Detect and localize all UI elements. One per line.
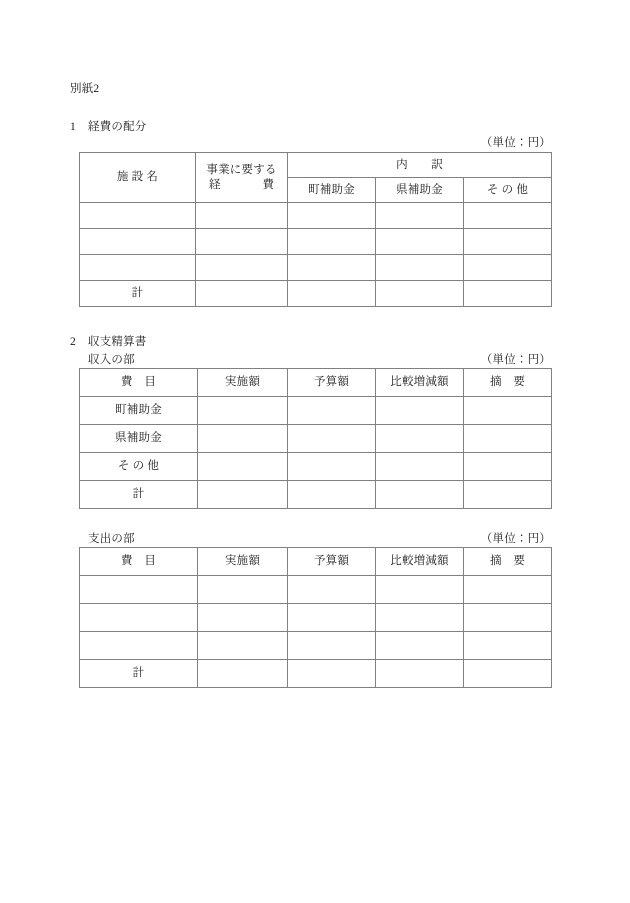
row-cell[interactable] <box>464 453 552 481</box>
table-row <box>80 397 552 425</box>
row-cell[interactable] <box>288 397 376 425</box>
row-cell[interactable] <box>464 632 552 660</box>
row-cell[interactable] <box>198 576 288 604</box>
row-cell[interactable] <box>288 425 376 453</box>
section-1-unit-note: （単位：円） <box>480 137 551 149</box>
row-cell[interactable] <box>288 453 376 481</box>
row-label: 町補助金 <box>80 397 198 425</box>
table-header-row-top <box>80 153 552 178</box>
row-cell[interactable] <box>464 397 552 425</box>
table-total-row <box>80 281 552 307</box>
row-cell[interactable] <box>198 397 288 425</box>
table-row <box>80 576 552 604</box>
row-cell[interactable] <box>464 255 552 281</box>
subsection-expense-unit-note: （単位：円） <box>480 533 551 545</box>
row-cell[interactable] <box>464 660 552 688</box>
row-cell[interactable] <box>198 425 288 453</box>
row-cell[interactable] <box>198 453 288 481</box>
row-cell[interactable] <box>288 660 376 688</box>
header-budget-amount: 予算額 <box>288 548 376 576</box>
table-row <box>80 425 552 453</box>
header-project-cost-line2-b: 費 <box>262 178 274 191</box>
header-town-subsidy: 町補助金 <box>288 178 376 203</box>
row-cell[interactable] <box>376 453 464 481</box>
row-label[interactable] <box>80 604 198 632</box>
section-2-heading <box>70 333 147 349</box>
header-project-cost-line2-a: 経 <box>209 178 221 191</box>
row-cell[interactable] <box>376 281 464 307</box>
row-label-total: 計 <box>80 281 196 307</box>
header-budget-amount: 予算額 <box>288 369 376 397</box>
section-2-number: 2 <box>70 336 76 348</box>
document-id-label: 別紙2 <box>70 83 100 95</box>
table-row <box>80 453 552 481</box>
row-cell[interactable] <box>376 660 464 688</box>
row-cell[interactable] <box>288 632 376 660</box>
section-1-heading <box>70 118 147 134</box>
row-cell[interactable] <box>288 604 376 632</box>
row-cell[interactable] <box>196 229 288 255</box>
row-cell[interactable] <box>464 229 552 255</box>
section-1-number: 1 <box>70 121 76 133</box>
row-cell[interactable] <box>288 481 376 509</box>
row-cell[interactable] <box>288 576 376 604</box>
table-row <box>80 229 552 255</box>
row-cell[interactable] <box>376 255 464 281</box>
row-label[interactable] <box>80 203 196 229</box>
table-header-row <box>80 548 552 576</box>
expense-table <box>79 547 552 688</box>
row-label[interactable] <box>80 229 196 255</box>
row-label-total: 計 <box>80 660 198 688</box>
header-item: 費 目 <box>80 548 198 576</box>
row-cell[interactable] <box>198 660 288 688</box>
row-cell[interactable] <box>376 576 464 604</box>
section-2-title: 収支精算書 <box>88 336 147 348</box>
row-cell[interactable] <box>288 255 376 281</box>
header-other: そ の 他 <box>464 178 552 203</box>
row-cell[interactable] <box>376 481 464 509</box>
row-cell[interactable] <box>196 203 288 229</box>
header-variance-amount: 比較増減額 <box>376 548 464 576</box>
row-cell[interactable] <box>464 203 552 229</box>
row-label: 県補助金 <box>80 425 198 453</box>
header-breakdown: 内 訳 <box>288 153 552 178</box>
header-project-cost <box>196 153 288 203</box>
table-row <box>80 203 552 229</box>
header-prefecture-subsidy: 県補助金 <box>376 178 464 203</box>
row-label[interactable] <box>80 576 198 604</box>
table-total-row <box>80 660 552 688</box>
row-cell[interactable] <box>464 281 552 307</box>
row-cell[interactable] <box>288 203 376 229</box>
table-row <box>80 604 552 632</box>
subsection-income-heading: 収入の部 <box>88 354 135 366</box>
row-cell[interactable] <box>196 255 288 281</box>
row-label[interactable] <box>80 632 198 660</box>
row-label: そ の 他 <box>80 453 198 481</box>
header-remarks: 摘 要 <box>464 548 552 576</box>
row-cell[interactable] <box>288 281 376 307</box>
table-header-row <box>80 369 552 397</box>
table-row <box>80 255 552 281</box>
header-project-cost-line1: 事業に要する <box>206 164 277 177</box>
row-label[interactable] <box>80 255 196 281</box>
section-1-title: 経費の配分 <box>88 121 147 133</box>
table-total-row <box>80 481 552 509</box>
cost-allocation-table <box>79 152 552 307</box>
header-remarks: 摘 要 <box>464 369 552 397</box>
table-row <box>80 632 552 660</box>
row-cell[interactable] <box>376 397 464 425</box>
row-cell[interactable] <box>464 425 552 453</box>
header-variance-amount: 比較増減額 <box>376 369 464 397</box>
row-cell[interactable] <box>196 281 288 307</box>
row-label-total: 計 <box>80 481 198 509</box>
subsection-expense-heading: 支出の部 <box>88 533 135 545</box>
row-cell[interactable] <box>464 576 552 604</box>
subsection-income-unit-note: （単位：円） <box>480 354 551 366</box>
header-project-cost-line2 <box>196 178 287 192</box>
header-facility-name: 施 設 名 <box>80 153 196 203</box>
row-cell[interactable] <box>464 604 552 632</box>
row-cell[interactable] <box>198 632 288 660</box>
header-actual-amount: 実施額 <box>198 369 288 397</box>
header-item: 費 目 <box>80 369 198 397</box>
row-cell[interactable] <box>376 604 464 632</box>
income-table <box>79 368 552 509</box>
row-cell[interactable] <box>376 632 464 660</box>
row-cell[interactable] <box>376 203 464 229</box>
row-cell[interactable] <box>376 425 464 453</box>
row-cell[interactable] <box>464 481 552 509</box>
header-actual-amount: 実施額 <box>198 548 288 576</box>
row-cell[interactable] <box>376 229 464 255</box>
row-cell[interactable] <box>198 604 288 632</box>
row-cell[interactable] <box>288 229 376 255</box>
row-cell[interactable] <box>198 481 288 509</box>
